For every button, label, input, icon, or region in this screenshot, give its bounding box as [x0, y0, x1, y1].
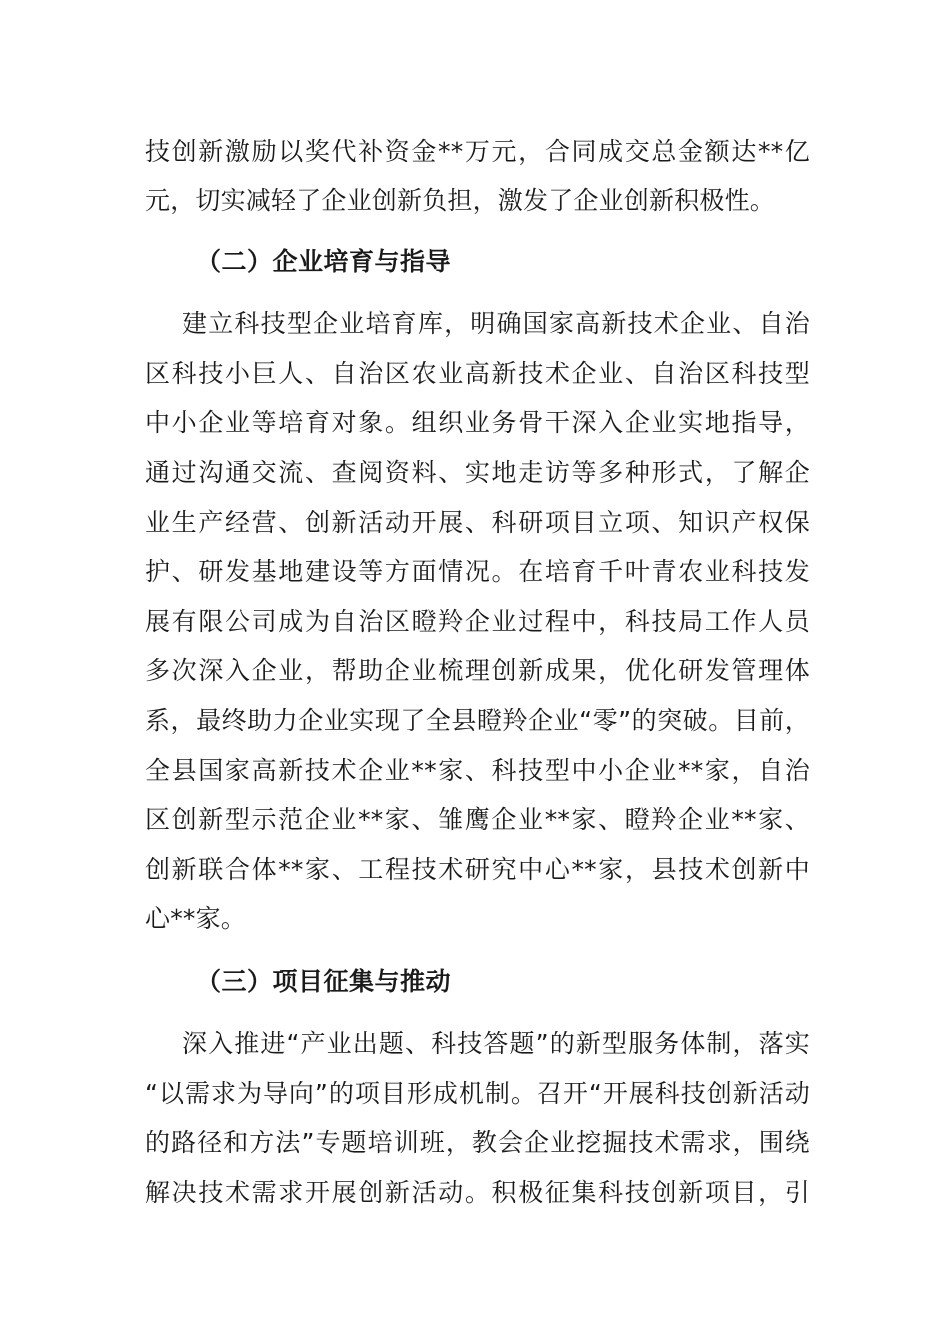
section-heading-2: （二）企业培育与指导 [196, 247, 452, 276]
paragraph-line: 多次深入企业，帮助企业梳理创新成果，优化研发管理体 [145, 656, 810, 685]
paragraph-line: 业生产经营、创新活动开展、科研项目立项、知识产权保 [145, 508, 810, 537]
paragraph-line: 的路径和方法”专题培训班，教会企业挖掘技术需求，围绕 [145, 1128, 810, 1157]
paragraph-line: 建立科技型企业培育库，明确国家高新技术企业、自治 [182, 309, 810, 338]
paragraph-line: 区创新型示范企业**家、雏鹰企业**家、瞪羚企业**家、 [145, 805, 810, 834]
paragraph-line: 全县国家高新技术企业**家、科技型中小企业**家，自治 [145, 756, 810, 785]
paragraph-line: 创新联合体**家、工程技术研究中心**家，县技术创新中 [145, 855, 810, 884]
section-heading-3: （三）项目征集与推动 [196, 967, 452, 996]
paragraph-line: 系，最终助力企业实现了全县瞪羚企业“零”的突破。目前， [145, 706, 810, 735]
paragraph-line: “以需求为导向”的项目形成机制。召开“开展科技创新活动 [145, 1079, 810, 1108]
paragraph-line: 区科技小巨人、自治区农业高新技术企业、自治区科技型 [145, 359, 810, 388]
paragraph-line: 解决技术需求开展创新活动。积极征集科技创新项目，引 [145, 1178, 810, 1207]
paragraph-line: 护、研发基地建设等方面情况。在培育千叶青农业科技发 [145, 557, 810, 586]
paragraph-line: 中小企业等培育对象。组织业务骨干深入企业实地指导， [145, 408, 810, 437]
paragraph-line: 技创新激励以奖代补资金**万元，合同成交总金额达**亿 [145, 137, 810, 166]
paragraph-line: 展有限公司成为自治区瞪羚企业过程中，科技局工作人员 [145, 607, 810, 636]
paragraph-line: 心**家。 [145, 904, 247, 933]
paragraph-line: 通过沟通交流、查阅资料、实地走访等多种形式，了解企 [145, 458, 810, 487]
paragraph-line: 元，切实减轻了企业创新负担，激发了企业创新积极性。 [145, 186, 776, 215]
paragraph-line: 深入推进“产业出题、科技答题”的新型服务体制，落实 [182, 1029, 810, 1058]
